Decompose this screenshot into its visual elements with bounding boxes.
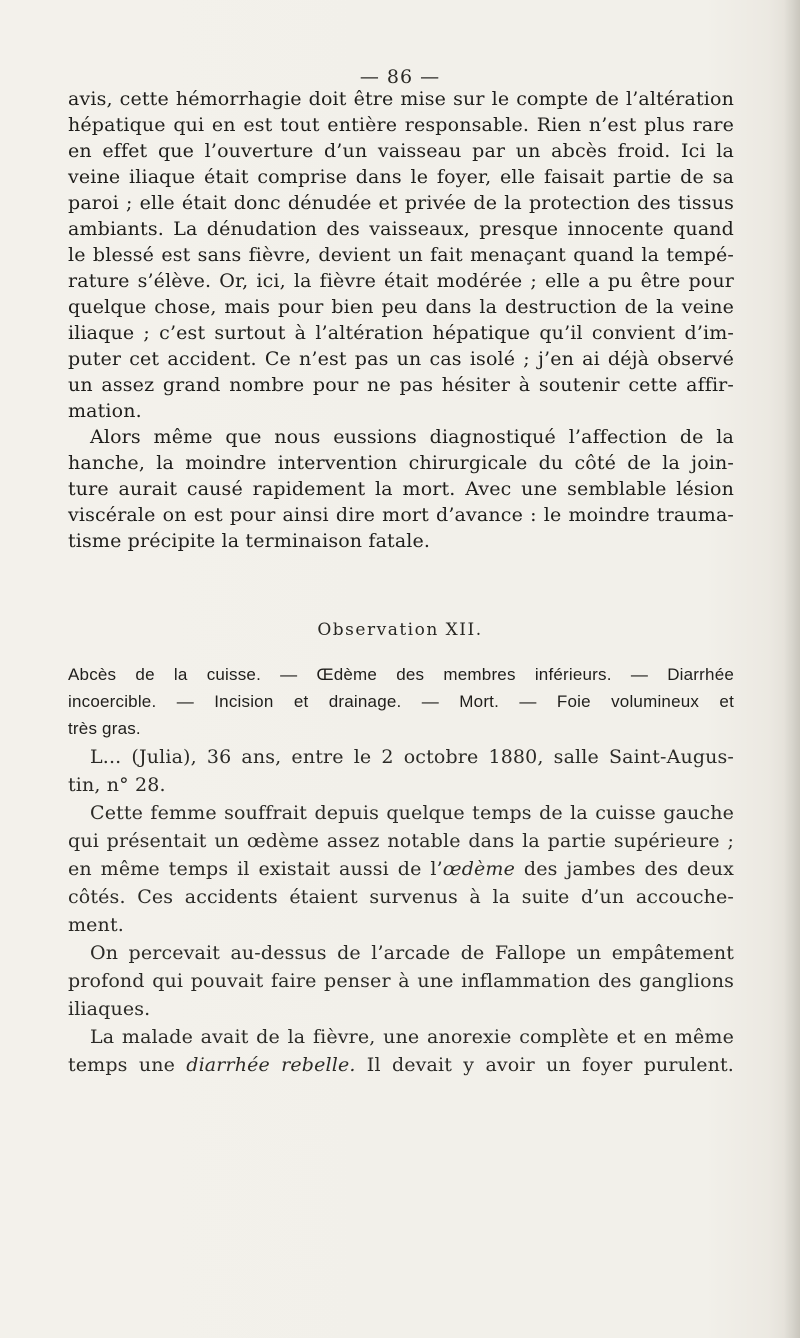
text-line: le blessé est sans fièvre, devient un fait menaçant quand la tempé- xyxy=(68,244,734,266)
observation-case-text xyxy=(68,743,734,1079)
case-line: ment. xyxy=(68,914,124,936)
text-line: paroi ; elle était donc dénudée et privée de la protection des tissus xyxy=(68,192,734,214)
paragraph-hemorrhagie xyxy=(68,86,734,554)
text-line: en effet que l’ouverture d’un vaisseau par un abcès froid. Ici la xyxy=(68,140,734,162)
case-line-text: des jambes des deux xyxy=(515,858,734,880)
emphasis-diarrhee-rebelle: diarrhée rebelle. xyxy=(186,1054,356,1076)
text-line: rature s’élève. Or, ici, la fièvre était modérée ; elle a pu être pour xyxy=(68,270,734,292)
text-line: Alors même que nous eussions diagnostiqué l’affection de la xyxy=(90,426,734,448)
emphasis-oedeme: œdème xyxy=(442,858,515,880)
case-line: L... (Julia), 36 ans, entre le 2 octobre 1880, salle Saint-Augus- xyxy=(90,746,734,768)
text-line: puter cet accident. Ce n’est pas un cas isolé ; j’en ai déjà observé xyxy=(68,348,734,370)
case-line: On percevait au-dessus de l’arcade de Fallope un empâtement xyxy=(90,942,734,964)
case-line: iliaques. xyxy=(68,998,151,1020)
summary-line: incoercible. — Incision et drainage. — Mort. — Foie volumineux et xyxy=(68,692,734,711)
case-line: profond qui pouvait faire penser à une inflammation des ganglions xyxy=(68,970,734,992)
case-line: qui présentait un œdème assez notable dans la partie supérieure ; xyxy=(68,830,734,852)
case-line xyxy=(68,855,734,883)
case-line-text: temps une xyxy=(68,1054,187,1076)
case-line: tin, n° 28. xyxy=(68,774,166,796)
text-line: un assez grand nombre pour ne pas hésiter à soutenir cette affir- xyxy=(68,374,734,396)
case-line: La malade avait de la fièvre, une anorexie complète et en même xyxy=(90,1026,734,1048)
text-line: ambiants. La dénudation des vaisseaux, presque innocente quand xyxy=(68,218,734,240)
summary-line: Abcès de la cuisse. — Œdème des membres inférieurs. — Diarrhée xyxy=(68,665,734,684)
text-line: hépatique qui en est tout entière responsable. Rien n’est plus rare xyxy=(68,114,734,136)
observation-title: Observation XII. xyxy=(317,620,483,640)
text-line: veine iliaque était comprise dans le foyer, elle faisait partie de sa xyxy=(68,166,734,188)
case-line: côtés. Ces accidents étaient survenus à la suite d’un accouche- xyxy=(68,886,734,908)
page-number: — 86 — xyxy=(359,66,441,88)
summary-line: très gras. xyxy=(68,719,141,738)
text-line: ture aurait causé rapidement la mort. Avec une semblable lésion xyxy=(68,478,734,500)
case-line xyxy=(68,1051,734,1079)
observation-summary xyxy=(68,661,734,742)
text-line: tisme précipite la terminaison fatale. xyxy=(68,530,431,552)
page-edge-shadow xyxy=(784,0,800,1338)
text-line: hanche, la moindre intervention chirurgicale du côté de la join- xyxy=(68,452,734,474)
text-line: avis, cette hémorrhagie doit être mise sur le compte de l’altération xyxy=(68,88,734,110)
text-line: iliaque ; c’est surtout à l’altération hépatique qu’il convient d’im- xyxy=(68,322,734,344)
case-line-text: en même temps il existait aussi de l’ xyxy=(68,858,443,880)
case-line: Cette femme souffrait depuis quelque temps de la cuisse gauche xyxy=(90,802,734,824)
text-line: viscérale on est pour ainsi dire mort d’avance : le moindre trauma- xyxy=(68,504,734,526)
text-line: mation. xyxy=(68,400,142,422)
text-line: quelque chose, mais pour bien peu dans la destruction de la veine xyxy=(68,296,734,318)
case-line-text: Il devait y avoir un foyer purulent. xyxy=(355,1054,734,1076)
